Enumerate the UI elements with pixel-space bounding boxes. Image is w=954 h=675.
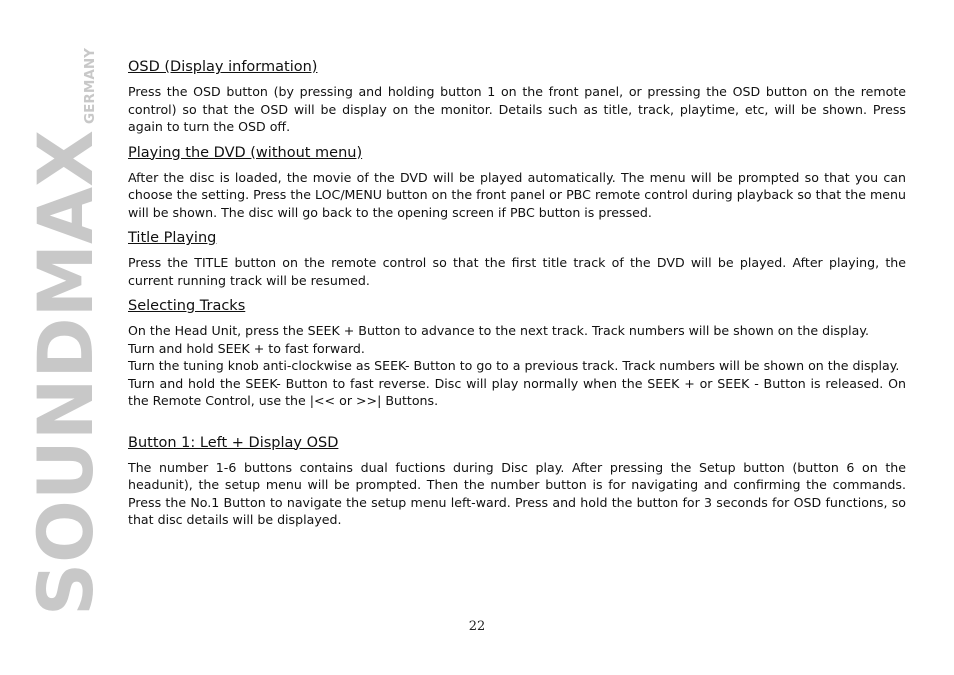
section-button-1 [128, 434, 906, 529]
soundmax-logo [21, 48, 110, 616]
logo-sub-text: GERMANY [83, 51, 98, 124]
paragraph-line: Turn the tuning knob anti-clockwise as SEEK- Button to go to a previous track. Track numbers will be shown on the display. [128, 358, 900, 373]
section-heading: OSD (Display information) [128, 59, 318, 75]
section-heading: Button 1: Left + Display OSD [128, 434, 339, 451]
spacer [128, 418, 906, 434]
section-paragraph: The number 1-6 buttons contains dual fuctions during Disc play. After pressing the Setup button (button 6 on the headunit), the setup menu will be prompted. Then the number button is for navigating and confirming the commands. Press the No.1 Button to navigate the setup menu left-ward. Press and hold the button for 3 seconds for OSD functions, so that disc details will be displayed. [128, 459, 906, 527]
section-selecting-tracks [128, 297, 906, 410]
section-paragraph: After the disc is loaded, the movie of the DVD will be played automatically. The menu will be prompted so that you can choose the setting. Press the LOC/MENU button on the front panel or PBC remote control during playback so that the menu will be shown. The disc will go back to the opening screen if PBC button is pressed. [128, 169, 906, 220]
section-paragraph: Press the OSD button (by pressing and holding button 1 on the front panel, or pressing the OSD button on the remote control) so that the OSD will be display on the monitor. Details such as title, track, playtime, etc, will be shown. Press again to turn the OSD off. [128, 84, 906, 134]
section-paragraph: Press the TITLE button on the remote control so that the first title track of the DVD will be played. After playing, the current running track will be resumed. [128, 255, 906, 288]
page-number: 22 [468, 619, 486, 634]
page-content [128, 58, 906, 537]
paragraph-line: Turn and hold the SEEK- Button to fast reverse. Disc will play normally when the SEEK + or SEEK - Button is released. On the Remote Control, use the |<< or >>| Buttons. [128, 375, 906, 408]
section-heading: Playing the DVD (without menu) [128, 144, 363, 161]
section-title-playing [128, 229, 906, 289]
paragraph-line: On the Head Unit, press the SEEK + Button to advance to the next track. Track numbers will be shown on the display. [128, 323, 869, 338]
section-heading: Title Playing [128, 230, 217, 246]
section-playing-dvd [128, 144, 906, 222]
logo-brand-text: SOUNDMAX [21, 115, 110, 616]
section-heading: Selecting Tracks [128, 298, 246, 314]
section-paragraph [128, 322, 906, 410]
section-osd [128, 58, 906, 136]
paragraph-line: Turn and hold SEEK + to fast forward. [128, 340, 365, 356]
